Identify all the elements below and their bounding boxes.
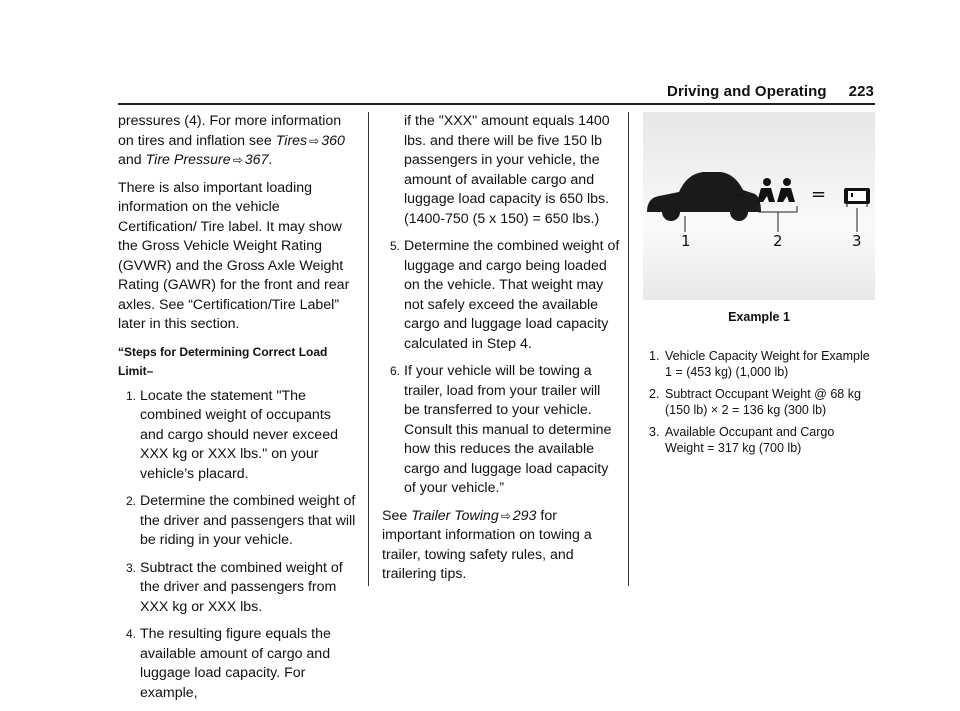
page-header bbox=[667, 83, 874, 100]
figure-caption: Example 1 bbox=[728, 310, 790, 324]
figure-legend bbox=[643, 348, 875, 456]
column-1 bbox=[118, 112, 358, 711]
luggage-icon bbox=[844, 188, 870, 207]
occupant-icon bbox=[757, 178, 795, 202]
ref-arrow-icon: ⇨ bbox=[232, 153, 243, 167]
list-item: 3. Available Occupant and Cargo Weight = 317 kg (700 lb) bbox=[649, 424, 835, 455]
paragraph-trailer-ref: See Trailer Towing ⇨ 293 for important information on towing a trailer, towing safety rules, and trailering tips. bbox=[382, 507, 592, 582]
occupant-bracket bbox=[759, 206, 797, 212]
list-item-continuation: if the "XXX" amount equals 1400 lbs. and there will be five 150 lb passengers in your vehicle, the amount of available cargo and luggage load capacity is 650 lbs. (1400-750 (5 x 150) = 650 lbs.) bbox=[404, 113, 610, 227]
paragraph-tire-info: pressures (4). For more information on tires and inflation see Tires ⇨ 360 and Tire Pressure ⇨ 367. bbox=[118, 113, 345, 168]
callout-label: 3 bbox=[852, 232, 862, 250]
list-item: 1. Locate the statement "The combined weight of occupants and cargo should never exceed XXX kg or XXX lbs." on your vehicle’s placard. bbox=[126, 387, 338, 482]
page-ref-tire-pressure[interactable]: 367 bbox=[244, 152, 269, 168]
page-ref-tires[interactable]: 360 bbox=[321, 132, 345, 149]
link-tires[interactable]: Tires bbox=[275, 132, 308, 149]
list-item: 5. Determine the combined weight of luggage and cargo being loaded on the vehicle. That weight may not safely exceed the available cargo and luggage load capacity calculated in Step 4. bbox=[390, 238, 620, 352]
list-item: 2. Determine the combined weight of the driver and passengers that will be riding in your vehicle. bbox=[126, 493, 356, 548]
equals-sign: = bbox=[811, 184, 827, 205]
minus-sign: – bbox=[735, 184, 744, 205]
list-item: 1. Vehicle Capacity Weight for Example 1 = (453 kg) (1,000 lb) bbox=[649, 348, 870, 379]
callout-label: 2 bbox=[773, 232, 783, 250]
column-divider bbox=[628, 112, 629, 586]
callout-label: 1 bbox=[681, 232, 691, 250]
list-item: 4. The resulting figure equals the available amount of cargo and luggage load capacity. For example, bbox=[126, 626, 331, 701]
list-item: 3. Subtract the combined weight of the driver and passengers from XXX kg or XXX lbs. bbox=[126, 559, 343, 615]
column-2 bbox=[382, 112, 620, 593]
example-figure bbox=[643, 112, 875, 300]
ref-arrow-icon: ⇨ bbox=[309, 133, 320, 148]
load-diagram bbox=[643, 112, 875, 300]
list-item: 2. Subtract Occupant Weight @ 68 kg (150 lb) × 2 = 136 kg (300 lb) bbox=[649, 386, 861, 417]
column-3 bbox=[643, 112, 875, 462]
column-divider bbox=[368, 112, 369, 586]
list-item: 6. If your vehicle will be towing a trailer, load from your trailer will be transferred to your vehicle. Consult this manual to determine how this reduces the available cargo and luggage load capacity of your vehicle.” bbox=[390, 363, 612, 496]
page-number: 223 bbox=[848, 83, 874, 100]
steps-subheading: “Steps for Determining Correct Load Limit– bbox=[118, 344, 328, 378]
page-ref-trailer-towing[interactable]: 293 bbox=[512, 507, 537, 524]
link-tire-pressure[interactable]: Tire Pressure bbox=[145, 152, 231, 168]
link-trailer-towing[interactable]: Trailer Towing bbox=[411, 507, 499, 524]
section-title: Driving and Operating bbox=[667, 83, 827, 100]
paragraph-loading-info: There is also important loading information on the vehicle Certification/ Tire label. It may show the Gross Vehicle Weight Rating (GVWR) and the Gross Axle Weight Rating (GAWR) for the front and rear axles. See “Certification/Tire Label” later in this section. bbox=[118, 179, 350, 332]
ref-arrow-icon: ⇨ bbox=[500, 508, 511, 523]
header-rule bbox=[118, 103, 875, 105]
